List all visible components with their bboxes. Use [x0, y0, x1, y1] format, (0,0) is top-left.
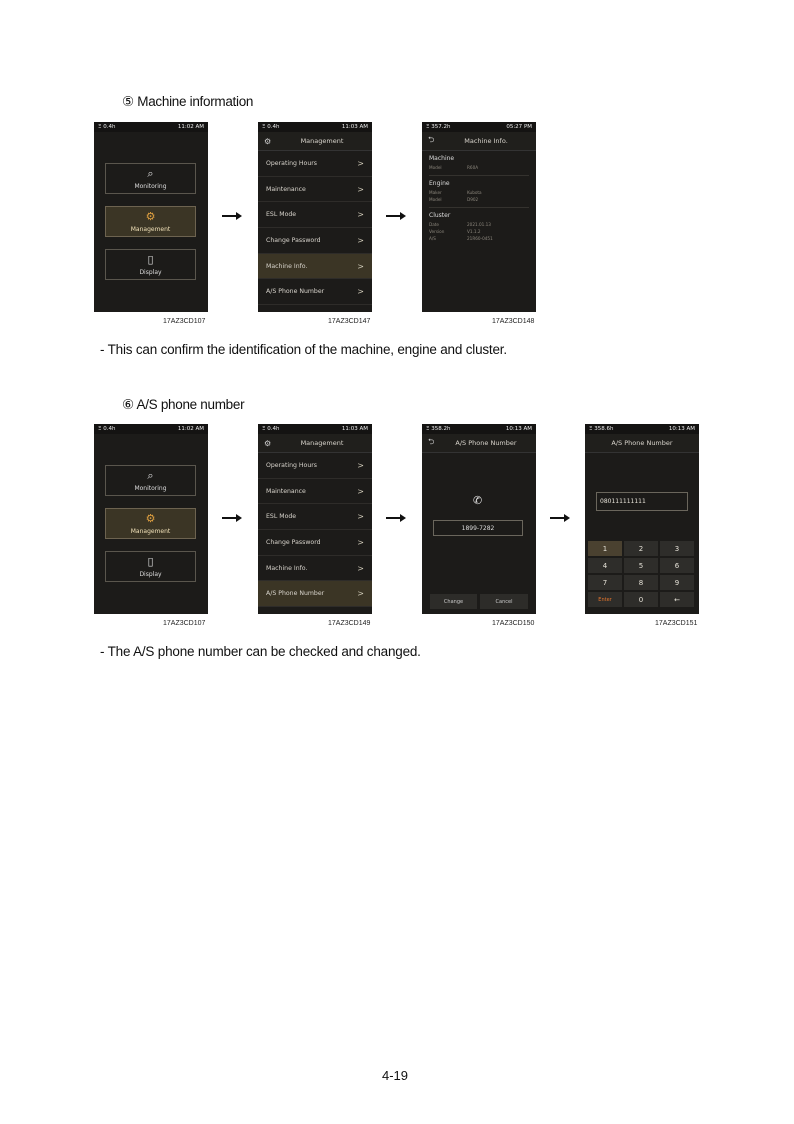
menu-item-label: Change Password — [266, 538, 321, 546]
menu-item-label: Machine Info. — [266, 564, 308, 572]
monitoring-label: Monitoring — [134, 484, 167, 492]
menu-item-as-phone-number[interactable] — [258, 581, 372, 607]
management-menu-screen — [258, 424, 372, 614]
chevron-right-icon: > — [357, 184, 364, 194]
phone-number-display: 1899-7282 — [433, 520, 523, 536]
flow-arrow — [550, 517, 568, 519]
hour-meter: Ξ 358.6h — [589, 426, 614, 432]
flow-arrow — [386, 215, 404, 217]
management-label: Management — [130, 225, 171, 233]
menu-header — [258, 434, 372, 453]
status-bar — [258, 122, 372, 132]
figure-caption: 17AZ3CD107 — [163, 620, 206, 627]
menu-header — [258, 132, 372, 151]
info-row — [429, 221, 529, 228]
menu-item-label: Maintenance — [266, 185, 306, 193]
hour-meter: Ξ 0.4h — [262, 426, 280, 432]
key-1[interactable]: 1 — [588, 541, 622, 556]
hour-meter: Ξ 0.4h — [262, 124, 280, 130]
menu-item-label: ESL Mode — [266, 211, 297, 219]
info-row — [429, 235, 529, 242]
menu-item-machine-info[interactable] — [258, 254, 372, 280]
search-icon: ⌕ — [147, 166, 154, 180]
management-menu-screen — [258, 122, 372, 312]
menu-item-label: Operating Hours — [266, 461, 318, 469]
chevron-right-icon: > — [357, 287, 364, 297]
machine-heading: Machine — [429, 155, 455, 162]
clock-ampm: AM — [523, 426, 532, 432]
status-bar — [422, 424, 536, 434]
flow-arrow — [222, 517, 240, 519]
page-number: 4-19 — [382, 1068, 409, 1083]
phone-icon: ▯ — [147, 554, 154, 568]
note-machine-information: - This can confirm the identification of the machine, engine and cluster. — [100, 342, 507, 357]
clock-ampm: AM — [359, 426, 368, 432]
info-value: Kubota — [467, 190, 482, 195]
chevron-right-icon: > — [357, 486, 364, 496]
hour-meter: Ξ 0.4h — [98, 426, 116, 432]
figure-caption: 17AZ3CD149 — [328, 620, 371, 627]
info-value: V1.1.2 — [467, 229, 481, 234]
status-bar — [585, 424, 699, 434]
phone-icon: ▯ — [147, 252, 154, 266]
phone-icon: ✆ — [473, 494, 483, 507]
info-row — [429, 228, 529, 235]
back-icon[interactable]: ⮌ — [428, 135, 435, 144]
management-button[interactable] — [105, 206, 196, 237]
figure-caption: 17AZ3CD151 — [655, 620, 698, 627]
status-bar — [94, 424, 208, 434]
info-key: Model — [429, 197, 442, 202]
chevron-right-icon: > — [357, 589, 364, 599]
home-screen — [94, 122, 208, 312]
keypad-header — [585, 434, 699, 453]
clock-ampm: AM — [195, 426, 204, 432]
phone-number-input[interactable]: 080111111111 — [596, 492, 688, 511]
management-button[interactable] — [105, 508, 196, 539]
chevron-right-icon: > — [357, 460, 364, 470]
menu-item-operating-hours[interactable] — [258, 151, 372, 177]
monitoring-label: Monitoring — [134, 182, 167, 190]
display-button[interactable] — [105, 249, 196, 280]
as-phone-header — [422, 434, 536, 453]
menu-item-maintenance[interactable] — [258, 177, 372, 203]
info-row — [429, 196, 529, 203]
chevron-right-icon: > — [357, 563, 364, 573]
as-phone-screen — [422, 424, 536, 614]
menu-item-change-password[interactable] — [258, 228, 372, 254]
menu-item-as-phone-number[interactable] — [258, 279, 372, 305]
search-icon: ⌕ — [147, 468, 154, 482]
chevron-right-icon: > — [357, 512, 364, 522]
enter-key[interactable]: Enter — [588, 592, 622, 607]
menu-item-label: Change Password — [266, 236, 321, 244]
info-key: A/S — [429, 236, 436, 241]
key-6[interactable]: 6 — [660, 558, 694, 573]
clock: 11:03 — [341, 124, 358, 130]
clock: 11:02 — [177, 426, 194, 432]
info-value: D902 — [467, 197, 479, 202]
clock-ampm: AM — [359, 124, 368, 130]
menu-title: Management — [300, 439, 344, 447]
hour-meter: Ξ 358.2h — [426, 426, 451, 432]
backspace-key[interactable]: ← — [660, 592, 694, 607]
chevron-right-icon: > — [357, 235, 364, 245]
status-bar — [422, 122, 536, 132]
figure-caption: 17AZ3CD107 — [163, 318, 206, 325]
key-5[interactable]: 5 — [624, 558, 658, 573]
info-key: Date — [429, 222, 440, 227]
figure-caption: 17AZ3CD148 — [492, 318, 535, 325]
info-value: 2021.01.13 — [467, 222, 491, 227]
gear-icon: ⚙ — [145, 209, 156, 223]
clock: 05:27 — [506, 124, 523, 130]
chevron-right-icon: > — [357, 261, 364, 271]
clock: 11:03 — [341, 426, 358, 432]
machine-section — [422, 151, 536, 176]
info-key: Version — [429, 229, 445, 234]
gear-icon: ⚙ — [264, 438, 272, 448]
menu-item-label: A/S Phone Number — [266, 590, 325, 598]
gear-icon: ⚙ — [264, 136, 272, 146]
key-9[interactable]: 9 — [660, 575, 694, 590]
figure-caption: 17AZ3CD150 — [492, 620, 535, 627]
change-button[interactable]: Change — [430, 594, 477, 609]
management-label: Management — [130, 527, 171, 535]
engine-heading: Engine — [429, 180, 450, 187]
hour-meter: Ξ 357.2h — [426, 124, 451, 130]
info-key: Model — [429, 165, 442, 170]
cluster-section — [422, 208, 536, 242]
status-bar — [94, 122, 208, 132]
note-as-phone-number: - The A/S phone number can be checked and changed. — [100, 644, 421, 659]
monitoring-button[interactable] — [105, 465, 196, 496]
menu-item-change-password[interactable] — [258, 530, 372, 556]
hour-meter: Ξ 0.4h — [98, 124, 116, 130]
status-bar — [258, 424, 372, 434]
keypad-screen — [585, 424, 699, 614]
menu-item-label: A/S Phone Number — [266, 288, 325, 296]
clock: 10:13 — [668, 426, 685, 432]
key-2[interactable]: 2 — [624, 541, 658, 556]
menu-item-machine-info[interactable] — [258, 556, 372, 582]
display-label: Display — [139, 268, 162, 276]
menu-item-esl-mode[interactable] — [258, 202, 372, 228]
menu-title: Management — [300, 137, 344, 145]
machine-info-screen — [422, 122, 536, 312]
menu-item-label: Operating Hours — [266, 159, 318, 167]
key-7[interactable]: 7 — [588, 575, 622, 590]
flow-arrow — [386, 517, 404, 519]
chevron-right-icon: > — [357, 210, 364, 220]
menu-item-maintenance[interactable] — [258, 479, 372, 505]
cancel-button[interactable]: Cancel — [480, 594, 528, 609]
flow-arrow — [222, 215, 240, 217]
section-title-as-phone-number: ⑥ A/S phone number — [122, 397, 245, 412]
key-0[interactable]: 0 — [624, 592, 658, 607]
menu-item-esl-mode[interactable] — [258, 504, 372, 530]
info-key: Maker — [429, 190, 442, 195]
keypad-title: A/S Phone Number — [611, 439, 673, 447]
info-value: R60A — [467, 165, 479, 170]
chevron-right-icon: > — [357, 537, 364, 547]
clock-ampm: PM — [523, 124, 532, 130]
key-3[interactable]: 3 — [660, 541, 694, 556]
machine-info-title: Machine Info. — [464, 137, 508, 145]
display-button[interactable] — [105, 551, 196, 582]
info-row — [429, 164, 529, 171]
section-title-machine-information: ⑤ Machine information — [122, 94, 254, 109]
key-4[interactable]: 4 — [588, 558, 622, 573]
info-row — [429, 189, 529, 196]
clock: 10:13 — [505, 426, 522, 432]
menu-item-label: Machine Info. — [266, 262, 308, 270]
as-phone-title: A/S Phone Number — [455, 439, 517, 447]
info-value: 21R60-0451 — [467, 236, 493, 241]
machine-info-header — [422, 132, 536, 151]
clock-ampm: AM — [686, 426, 695, 432]
chevron-right-icon: > — [357, 158, 364, 168]
engine-section — [422, 176, 536, 208]
key-8[interactable]: 8 — [624, 575, 658, 590]
clock: 11:02 — [177, 124, 194, 130]
back-icon[interactable]: ⮌ — [428, 437, 435, 446]
display-label: Display — [139, 570, 162, 578]
menu-item-label: Maintenance — [266, 487, 306, 495]
figure-caption: 17AZ3CD147 — [328, 318, 371, 325]
monitoring-button[interactable] — [105, 163, 196, 194]
home-screen — [94, 424, 208, 614]
gear-icon: ⚙ — [145, 511, 156, 525]
cluster-heading: Cluster — [429, 212, 451, 219]
clock-ampm: AM — [195, 124, 204, 130]
menu-item-operating-hours[interactable] — [258, 453, 372, 479]
menu-item-label: ESL Mode — [266, 513, 297, 521]
